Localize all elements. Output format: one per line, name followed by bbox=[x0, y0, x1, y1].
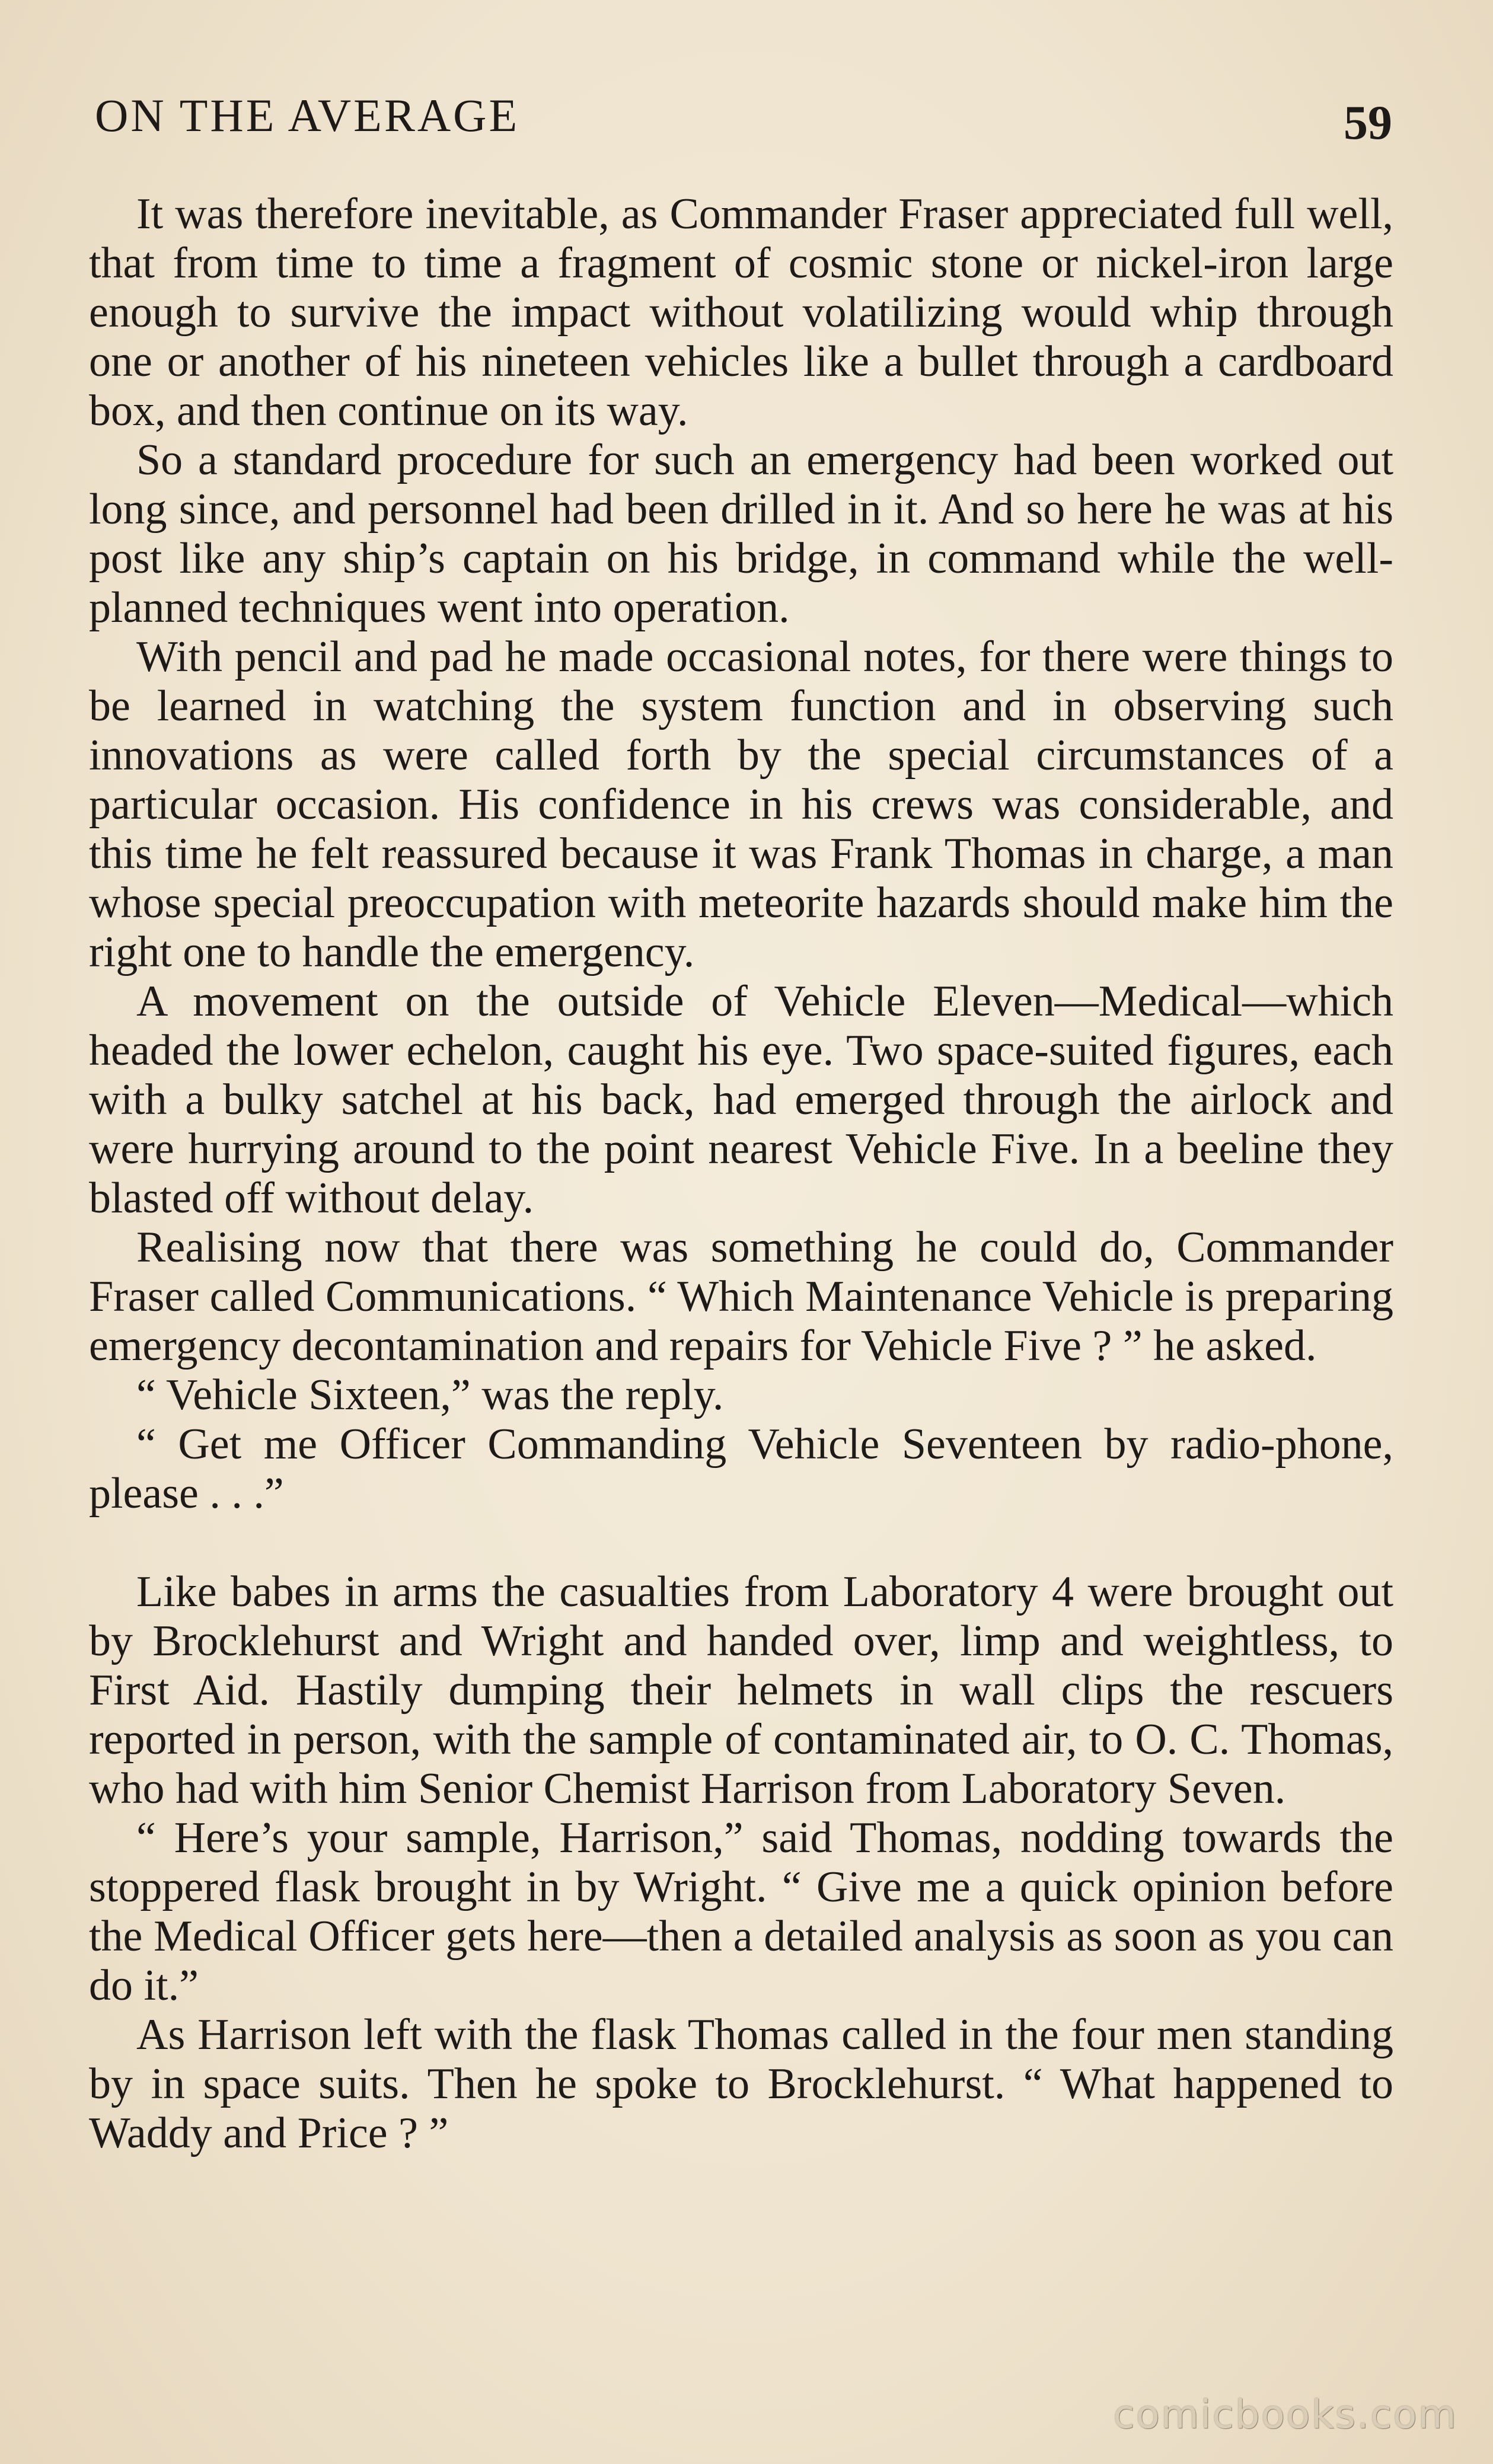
paragraph: It was therefore inevitable, as Commander Fraser appreciated full well, that from time to time a fragment of cosmic stone or nickel-iron large enough to survive the impact without volatilizing would whip through one or another of his nineteen vehicles like a bullet through a cardboard box, and then continue on its way. bbox=[89, 190, 1393, 435]
watermark: comicbooks.com bbox=[1113, 2392, 1457, 2437]
paragraph: A movement on the outside of Vehicle Eleven—Medical—which headed the lower echelon, caught his eye. Two space-suited figures, each with a bulky satchel at his back, had emerged through the airlock and were hurrying around to the point nearest Vehicle Five. In a beeline they blasted off without delay. bbox=[89, 977, 1393, 1223]
body-text bbox=[89, 190, 1393, 2158]
paragraph: Realising now that there was something he could do, Commander Fraser called Communications. “ Which Maintenance Vehicle is preparing emergency decontamination and repairs for Vehicle Five ? ” he asked. bbox=[89, 1223, 1393, 1370]
running-head: ON THE AVERAGE bbox=[95, 90, 520, 141]
paragraph: As Harrison left with the flask Thomas called in the four men standing by in space suits. Then he spoke to Brocklehurst. “ What happened to Waddy and Price ? ” bbox=[89, 2010, 1393, 2157]
paragraph: “ Vehicle Sixteen,” was the reply. bbox=[136, 1371, 724, 1419]
page-header bbox=[95, 89, 1392, 154]
paragraph: Like babes in arms the casualties from Laboratory 4 were brought out by Brocklehurst and Wright and handed over, limp and weightless, to First Aid. Hastily dumping their helmets in wall clips the rescuers reported in person, with the sample of contaminated air, to O. C. Thomas, who had with him Senior Chemist Harrison from Laboratory Seven. bbox=[89, 1568, 1393, 1813]
paragraph: With pencil and pad he made occasional notes, for there were things to be learned in watching the system function and in observing such innovations as were called forth by the special circumstances of a particular occasion. His confidence in his crews was considerable, and this time he felt reassured because it was Frank Thomas in charge, a man whose special preoccupation with meteorite hazards should make him the right one to handle the emergency. bbox=[89, 633, 1393, 976]
section-break bbox=[89, 1518, 1393, 1568]
page-number: 59 bbox=[1344, 95, 1392, 149]
paragraph: So a standard procedure for such an emergency had been worked out long since, and personnel had been drilled in it. And so here he was at his post like any ship’s captain on his bridge, in command while the well-planned techniques went into operation. bbox=[89, 436, 1393, 632]
paragraph: “ Here’s your sample, Harrison,” said Thomas, nodding towards the stoppered flask brought in by Wright. “ Give me a quick opinion before the Medical Officer gets here—then a detailed analysis as soon as you can do it.” bbox=[89, 1814, 1393, 2010]
paragraph: “ Get me Officer Commanding Vehicle Seventeen by radio-phone, please . . .” bbox=[89, 1420, 1393, 1518]
